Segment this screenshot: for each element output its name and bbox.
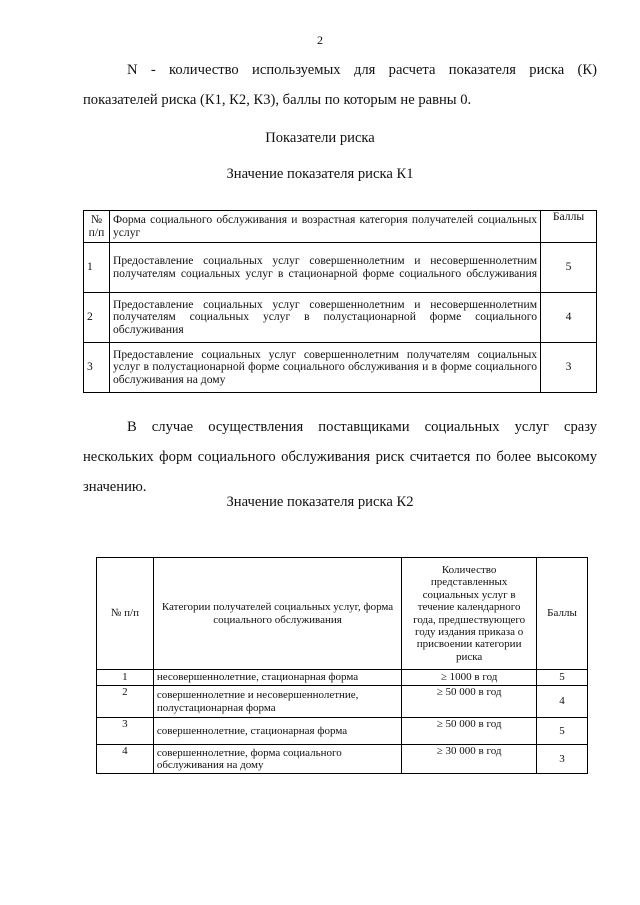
k2-row-num: 2: [97, 686, 154, 718]
k2-table: [96, 557, 588, 774]
k1-row-points: 3: [541, 343, 597, 393]
k1-header-row: [84, 211, 597, 243]
k1-header-num: № п/п: [84, 211, 110, 243]
k2-row-category: совершеннолетние и несовершеннолетние, полустационарная форма: [153, 686, 401, 718]
k2-row-num: 4: [97, 745, 154, 774]
k2-row: [97, 718, 588, 745]
k2-row-count: ≥ 30 000 в год: [402, 745, 537, 774]
k2-row: [97, 670, 588, 686]
intro-paragraph: N - количество используемых для расчета показателя риска (К) показателей риска (К1, К2, К3), баллы по которым не равны 0.: [83, 62, 597, 108]
k1-row-points: 4: [541, 293, 597, 343]
k2-row-num: 3: [97, 718, 154, 745]
k1-title: Значение показателя риска К1: [226, 166, 414, 182]
k2-row-points: 4: [537, 686, 588, 718]
k1-row-text: Предоставление социальных услуг совершеннолетним и несовершеннолетним получателям социальных услуг в полустационарной форме социального обслуживания: [109, 293, 540, 343]
k2-row-points: 5: [537, 670, 588, 686]
k1-row: [84, 343, 597, 393]
k1-row-num: 3: [84, 343, 110, 393]
note-paragraph: В случае осуществления поставщиками социальных услуг сразу нескольких форм социального обслуживания риск считается по более высокому значению.: [83, 419, 597, 495]
page-number: 2: [317, 33, 323, 47]
k2-row: [97, 686, 588, 718]
k2-row-category: несовершеннолетние, стационарная форма: [153, 670, 401, 686]
k2-row-count: ≥ 50 000 в год: [402, 686, 537, 718]
k2-title: Значение показателя риска К2: [226, 494, 414, 510]
k1-row: [84, 243, 597, 293]
k2-row-category: совершеннолетние, стационарная форма: [153, 718, 401, 745]
k1-table: [83, 210, 597, 393]
k1-row-num: 1: [84, 243, 110, 293]
k2-row: [97, 745, 588, 774]
k2-row-category: совершеннолетние, форма социального обслуживания на дому: [153, 745, 401, 774]
k2-row-count: ≥ 1000 в год: [402, 670, 537, 686]
k2-header-num: № п/п: [97, 558, 154, 670]
k1-header-points: Баллы: [541, 211, 597, 243]
k2-row-count: ≥ 50 000 в год: [402, 718, 537, 745]
k1-row-points: 5: [541, 243, 597, 293]
k2-row-num: 1: [97, 670, 154, 686]
k2-header-category: Категории получателей социальных услуг, форма социального обслуживания: [153, 558, 401, 670]
k2-header-row: [97, 558, 588, 670]
k1-row-text: Предоставление социальных услуг совершеннолетним получателям социальных услуг в полустационарной форме социального обслуживания и в форме социального обслуживания на дому: [109, 343, 540, 393]
k2-header-points: Баллы: [537, 558, 588, 670]
section-title: Показатели риска: [265, 130, 375, 146]
k1-row-num: 2: [84, 293, 110, 343]
k1-header-form: Форма социального обслуживания и возрастная категория получателей социальных услуг: [109, 211, 540, 243]
k2-header-count: Количество представленных социальных услуг в течение календарного года, предшествующего году издания приказа о присвоении категории риска: [402, 558, 537, 670]
k2-row-points: 5: [537, 718, 588, 745]
k1-row: [84, 293, 597, 343]
k2-row-points: 3: [537, 745, 588, 774]
k1-row-text: Предоставление социальных услуг совершеннолетним и несовершеннолетним получателям социальных услуг в стационарной форме социального обслуживания: [109, 243, 540, 293]
